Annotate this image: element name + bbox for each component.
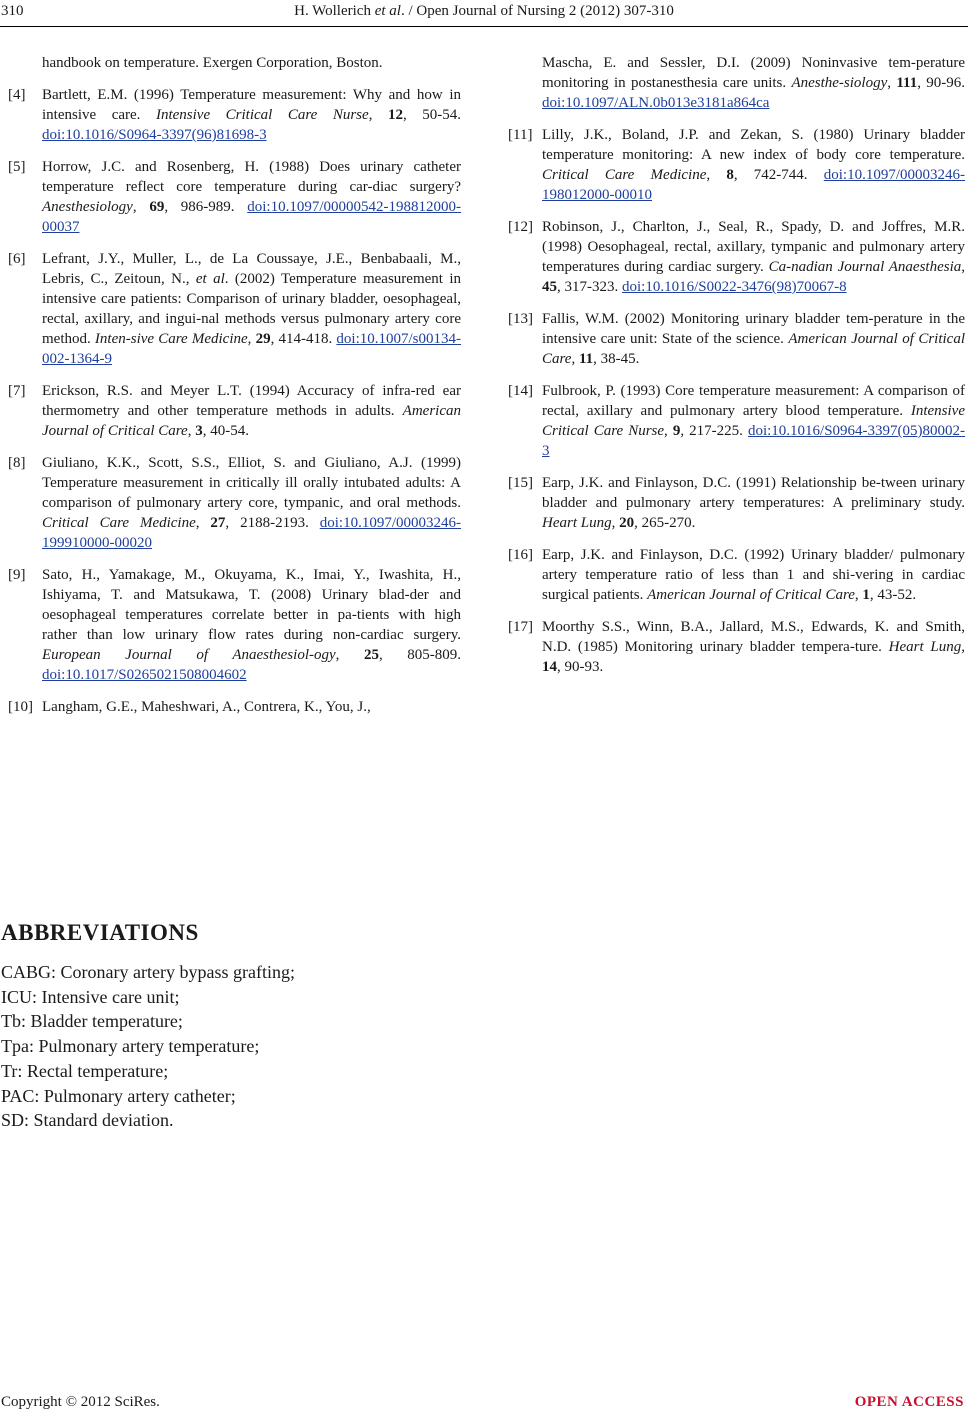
doi-link[interactable]: doi:10.1097/00000542-198812000-00037: [42, 199, 462, 235]
doi-link[interactable]: doi:10.1016/S0022-3476(98)70067-8: [622, 279, 847, 295]
reference-journal: Inten-sive Care Medicine: [94, 331, 248, 347]
reference-text: Robinson, J., Charlton, J., Seal, R., Spady, D. and Joffres, M.R. (1998) Oesophageal, rectal, axillary, tympanic and pulmonary artery temperatures during cardiac surgery.: [542, 219, 965, 275]
reference-number: [15]: [508, 475, 533, 491]
reference-number: [8]: [8, 455, 26, 471]
reference-item: [8, 565, 461, 685]
abbreviations-list: [1, 960, 295, 1133]
reference-pages: , 986-989.: [164, 199, 248, 215]
reference-volume: 27: [210, 515, 226, 531]
reference-item: [8, 249, 461, 369]
doi-link[interactable]: doi:10.1016/S0964-3397(05)80002-3: [542, 423, 966, 459]
reference-pages: , 2188-2193.: [225, 515, 320, 531]
abbreviation-item: CABG: Coronary artery bypass grafting;: [1, 962, 295, 982]
reference-volume: 9: [672, 423, 681, 439]
reference-item: [8, 157, 461, 237]
reference-number: [6]: [8, 251, 26, 267]
reference-item: [508, 381, 965, 461]
reference-journal: Anesthe-siology: [791, 75, 888, 91]
abbreviation-item: Tr: Rectal temperature;: [1, 1060, 169, 1081]
reference-volume: 29: [255, 331, 271, 347]
reference-volume: 1: [862, 587, 870, 603]
reference-volume: 14: [542, 659, 557, 675]
reference-pages: , 317-323.: [557, 279, 622, 295]
reference-journal: Ca-nadian Journal Anaesthesia: [768, 259, 962, 275]
reference-pages: , 217-225.: [680, 423, 748, 439]
reference-number: [13]: [508, 311, 533, 327]
reference-journal: Anesthesiology: [42, 199, 133, 215]
reference-journal: Critical Care Medicine: [542, 167, 707, 183]
reference-text: Mascha, E. and Sessler, D.I. (2009) Noninvasive tem-perature monitoring in postanesthesia care units.: [542, 55, 965, 91]
reference-text: Bartlett, E.M. (1996) Temperature measurement: Why and how in intensive care.: [42, 87, 461, 123]
reference-sep: ,: [611, 515, 620, 531]
references-right-column: [508, 53, 965, 689]
reference-volume: 12: [387, 107, 403, 123]
reference-pages: , 265-270.: [634, 515, 696, 531]
reference-pages: , 90-96.: [917, 75, 966, 91]
reference-volume: 3: [195, 423, 203, 439]
reference-volume: 25: [363, 647, 379, 663]
reference-number: [16]: [508, 547, 533, 563]
running-head: [0, 1, 968, 21]
reference-text: Lilly, J.K., Boland, J.P. and Zekan, S. (1980) Urinary bladder temperature monitoring: A new index of body core temperature.: [542, 127, 965, 163]
reference-continuation: [508, 53, 965, 113]
reference-sep: ,: [854, 587, 863, 603]
reference-item: [8, 453, 461, 553]
reference-item: [508, 545, 965, 605]
open-access-label: OPEN ACCESS: [854, 1394, 964, 1410]
reference-text: Earp, J.K. and Finlayson, D.C. (1992) Urinary bladder/ pulmonary artery temperature ratio of less than 1 and shi-vering in cardiac surgical patients.: [542, 547, 965, 603]
running-head-authors: H. Wollerich: [294, 3, 375, 19]
reference-item: [508, 473, 965, 533]
doi-link[interactable]: doi:10.1017/S0265021508004602: [42, 667, 247, 683]
reference-sep: ,: [664, 423, 673, 439]
reference-volume: 8: [726, 167, 734, 183]
reference-sep: ,: [132, 199, 150, 215]
abbreviation-item: Tpa: Pulmonary artery temperature;: [1, 1036, 260, 1057]
reference-volume: 11: [578, 351, 594, 367]
reference-item: [508, 309, 965, 369]
reference-number: [9]: [8, 567, 26, 583]
reference-number: [4]: [8, 87, 26, 103]
reference-item: [8, 697, 461, 717]
reference-number: [10]: [8, 699, 33, 715]
reference-text: Giuliano, K.K., Scott, S.S., Elliot, S. and Giuliano, A.J. (1999) Temperature measurement in critically ill orally intubated adults: A comparison of pulmonary artery core, tympanic, and oral methods.: [42, 455, 461, 511]
abbreviation-item: ICU: Intensive care unit;: [1, 986, 180, 1007]
reference-text: Earp, J.K. and Finlayson, D.C. (1991) Relationship be-tween urinary bladder and pulmonary artery temperatures: A preliminary study.: [542, 475, 965, 511]
reference-pages: , 50-54.: [402, 107, 462, 123]
reference-sep: ,: [335, 647, 364, 663]
reference-text: Horrow, J.C. and Rosenberg, H. (1988) Does urinary catheter temperature reflect core temperature during car-diac surgery?: [42, 159, 461, 195]
reference-journal: American Journal of Critical Care: [542, 331, 965, 367]
running-head-journal: . / Open Journal of Nursing 2 (2012) 307-310: [400, 3, 674, 19]
reference-text: Fulbrook, P. (1993) Core temperature measurement: A comparison of rectal, axillary and pulmonary artery blood temperature.: [542, 383, 965, 419]
reference-number: [12]: [508, 219, 533, 235]
reference-journal: Heart Lung: [888, 639, 962, 655]
reference-volume: 20: [619, 515, 635, 531]
reference-text: Sato, H., Yamakage, M., Okuyama, K., Imai, Y., Iwashita, H., Ishiyama, T. and Matsukawa, T. (2008) Urinary blad-der and oesophageal temperatures correlate better in pa-tients with high rather than low urinary flow rates during non-cardiac surgery.: [42, 567, 461, 643]
abbreviation-item: Tb: Bladder temperature;: [1, 1011, 183, 1032]
reference-sep: ,: [368, 107, 388, 123]
reference-number: [7]: [8, 383, 26, 399]
reference-pages: , 40-54.: [202, 423, 249, 439]
reference-sep: ,: [961, 639, 965, 655]
reference-text-mid: . (2002) Temperature measurement in intensive care patients: Comparison of urinary bladder, oesophageal, rectal, axillary, and ingui-nal methods versus pulmonary artery core method.: [42, 271, 461, 347]
doi-link[interactable]: doi:10.1016/S0964-3397(96)81698-3: [42, 127, 267, 143]
reference-volume: 111: [896, 75, 918, 91]
reference-sep: ,: [571, 351, 579, 367]
doi-link[interactable]: doi:10.1097/00003246-198012000-00010: [542, 167, 966, 203]
reference-pages: , 414-418.: [270, 331, 337, 347]
reference-sep: ,: [706, 167, 727, 183]
reference-journal: Intensive Critical Care Nurse: [155, 107, 369, 123]
reference-etal: et al: [195, 271, 225, 287]
reference-text: Lefrant, J.Y., Muller, L., de La Coussaye, J.E., Benbabaali, M., Lebris, C., Zeitoun, N.,: [42, 251, 461, 287]
reference-volume: 69: [149, 199, 165, 215]
reference-journal: Intensive Critical Care Nurse: [542, 403, 965, 439]
reference-text: Moorthy S.S., Winn, B.A., Jallard, M.S., Edwards, K. and Smith, N.D. (1985) Monitoring urinary bladder tempera-ture.: [542, 619, 965, 655]
reference-sep: ,: [247, 331, 256, 347]
reference-item: [508, 617, 965, 677]
reference-item: [508, 125, 965, 205]
reference-pages: , 43-52.: [869, 587, 917, 603]
page-number: 310: [1, 3, 24, 19]
abbreviation-item: PAC: Pulmonary artery catheter;: [1, 1085, 236, 1106]
reference-sep: ,: [887, 75, 897, 91]
doi-link[interactable]: doi:10.1097/ALN.0b013e3181a864ca: [542, 95, 770, 111]
doi-link[interactable]: doi:10.1097/00003246-199910000-00020: [42, 515, 461, 551]
reference-pages: , 90-93.: [557, 659, 604, 675]
doi-link[interactable]: doi:10.1007/s00134-002-1364-9: [42, 331, 462, 367]
abbreviation-item: SD: Standard deviation.: [1, 1110, 174, 1131]
reference-text: Fallis, W.M. (2002) Monitoring urinary bladder tem-perature in the intensive care unit: State of the science.: [542, 311, 965, 347]
reference-number: [11]: [508, 127, 533, 143]
reference-item: [8, 381, 461, 441]
reference-journal: American Journal of Critical Care: [647, 587, 855, 603]
reference-item: [8, 85, 461, 145]
page-header: [0, 0, 968, 27]
reference-journal: American Journal of Critical Care: [42, 403, 461, 439]
reference-sep: ,: [187, 423, 196, 439]
reference-number: [5]: [8, 159, 26, 175]
reference-item: [508, 217, 965, 297]
reference-journal: European Journal of Anaesthesiol-ogy: [42, 647, 336, 663]
reference-pages: , 805-809.: [378, 647, 462, 663]
abbreviations-heading: ABBREVIATIONS: [1, 920, 199, 945]
reference-pages: , 38-45.: [593, 351, 640, 367]
copyright-notice: Copyright © 2012 SciRes.: [1, 1394, 160, 1410]
running-head-etal: et al: [374, 3, 401, 19]
reference-journal: Critical Care Medicine: [42, 515, 196, 531]
reference-text: Erickson, R.S. and Meyer L.T. (1994) Accuracy of infra-red ear thermometry and other temperature methods in adults.: [42, 383, 461, 419]
reference-sep: ,: [195, 515, 211, 531]
reference-volume: 45: [542, 279, 557, 295]
reference-pages: , 742-744.: [733, 167, 824, 183]
references-left-column: [8, 53, 461, 729]
reference-number: [14]: [508, 383, 533, 399]
reference-continuation: handbook on temperature. Exergen Corporation, Boston.: [42, 55, 383, 71]
reference-number: [17]: [508, 619, 533, 635]
reference-journal: Heart Lung: [542, 515, 612, 531]
reference-text: Langham, G.E., Maheshwari, A., Contrera, K., You, J.,: [42, 699, 371, 715]
reference-sep: ,: [961, 259, 965, 275]
